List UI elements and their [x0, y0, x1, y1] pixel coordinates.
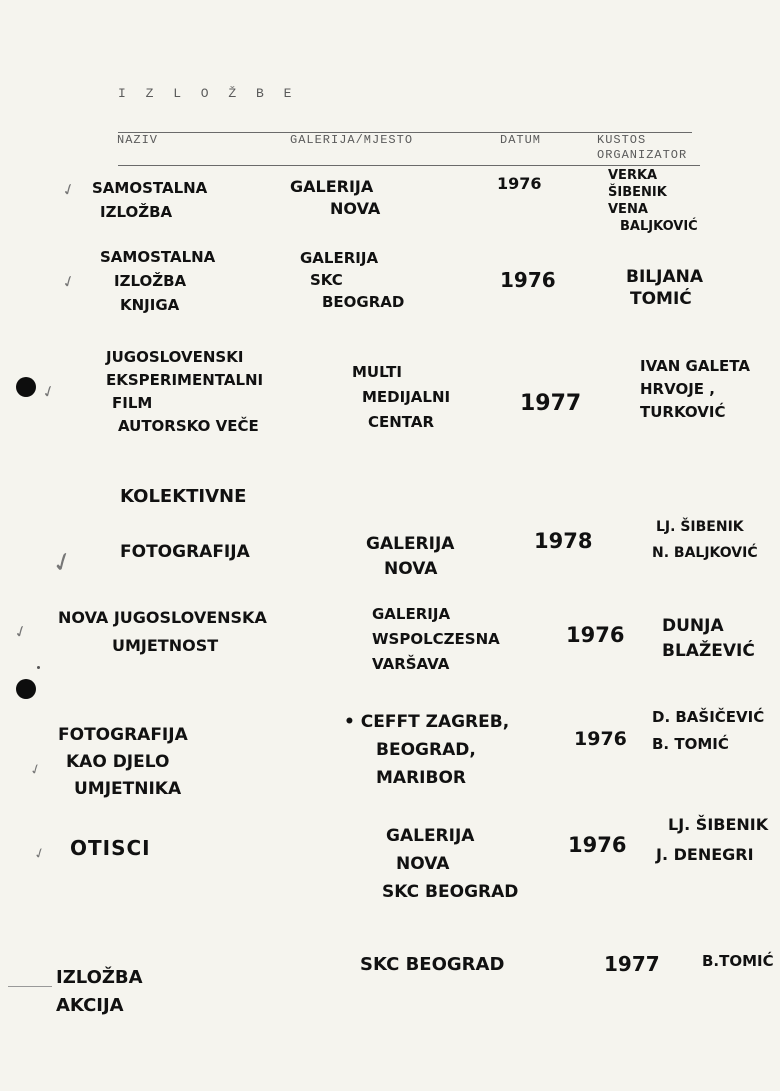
text-line: BEOGRAD, [376, 740, 476, 760]
text-line: B. TOMIĆ [652, 735, 729, 753]
text-line: NOVA [396, 854, 450, 874]
text-line: MULTI [352, 363, 402, 381]
entry-datum: 1976 [497, 174, 542, 193]
text-line: GALERIJA [386, 826, 475, 846]
entry-kustos: B.TOMIĆ [702, 952, 774, 970]
text-line: IZLOŽBA [56, 967, 143, 988]
text-line: KAO DJELO [66, 752, 170, 772]
checkmark-icon: ✓ [59, 270, 79, 293]
paper-speck [37, 666, 40, 669]
text-line: D. BAŠIČEVIĆ [652, 708, 765, 726]
text-line: UMJETNOST [112, 636, 219, 655]
text-line: NOVA [384, 559, 438, 579]
checkmark-icon: ✓ [31, 844, 49, 864]
text-line: HRVOJE , [640, 380, 715, 398]
text-line: VARŠAVA [372, 655, 450, 673]
text-line: J. DENEGRI [656, 845, 754, 864]
header-kustos [597, 133, 687, 163]
text-line: IZLOŽBA [100, 203, 173, 221]
entry-kustos [662, 614, 755, 664]
text-line: BEOGRAD [322, 293, 405, 311]
text-line: GALERIJA [372, 605, 451, 623]
entry-naziv [58, 604, 267, 660]
checkmark-icon: ✓ [47, 545, 79, 581]
checkmark-icon: ✓ [59, 178, 79, 201]
header-datum: DATUM [500, 133, 542, 147]
entry-galerija [344, 708, 509, 792]
text-line: TURKOVIĆ [640, 403, 726, 421]
text-line: AKCIJA [56, 995, 124, 1016]
entry-naziv: OTISCI [70, 836, 151, 860]
entry-datum: 1977 [604, 952, 660, 976]
entry-naziv [106, 346, 263, 438]
text-line: JUGOSLOVENSKI [106, 348, 244, 366]
entry-kustos [652, 704, 764, 758]
checkmark-icon: ✓ [27, 760, 45, 780]
text-line: UMJETNIKA [74, 779, 182, 799]
entry-kustos [656, 810, 768, 870]
text-line: • CEFFT ZAGREB, [344, 712, 510, 732]
text-line: EKSPERIMENTALNI [106, 371, 264, 389]
text-line: SAMOSTALNA [100, 248, 216, 266]
text-line: IVAN GALETA [640, 357, 750, 375]
entry-datum: 1976 [566, 623, 625, 647]
text-line: GALERIJA [366, 534, 455, 554]
entry-kustos [652, 514, 758, 566]
text-line: LJ. ŠIBENIK [668, 815, 769, 834]
text-line: GALERIJA [300, 249, 379, 267]
header-bottom-rule [118, 165, 700, 166]
entry-galerija [372, 602, 500, 677]
header-kustos-line: KUSTOS [597, 133, 647, 147]
checkmark-icon: ✓ [39, 380, 59, 403]
text-line: CENTAR [368, 413, 435, 431]
text-line: LJ. ŠIBENIK [656, 519, 744, 535]
text-line: MEDIJALNI [362, 388, 451, 406]
entry-datum: 1976 [500, 268, 556, 292]
text-line: TOMIĆ [630, 289, 692, 309]
entry-galerija [382, 822, 518, 906]
entry-galerija [352, 360, 450, 435]
entry-naziv [92, 176, 207, 224]
text-line: VENA [608, 202, 648, 217]
entry-naziv: FOTOGRAFIJA [120, 542, 250, 562]
checkmark-icon: ✓ [11, 620, 31, 643]
entry-kustos [626, 266, 703, 310]
margin-mark [8, 986, 52, 987]
header-galerija: GALERIJA/MJESTO [290, 133, 414, 147]
entry-kustos [608, 167, 698, 235]
entry-datum: 1978 [534, 529, 593, 553]
text-line: FILM [112, 394, 153, 412]
entry-kustos [640, 355, 750, 424]
entry-datum: 1976 [568, 833, 627, 857]
entry-galerija [290, 176, 380, 220]
entry-naziv [56, 964, 143, 1020]
text-line: DUNJA [662, 616, 724, 636]
entry-galerija [300, 247, 404, 313]
text-line: MARIBOR [376, 768, 466, 788]
text-line: KNJIGA [120, 296, 180, 314]
text-line: GALERIJA [290, 177, 374, 196]
text-line: FOTOGRAFIJA [58, 725, 188, 745]
page-title: I Z L O Ž B E [118, 86, 298, 101]
text-line: N. BALJKOVIĆ [652, 545, 758, 561]
entry-galerija [366, 532, 454, 582]
text-line: NOVA [330, 199, 381, 218]
text-line: IZLOŽBA [114, 272, 187, 290]
header-naziv: NAZIV [117, 133, 159, 147]
text-line: SKC BEOGRAD [382, 882, 519, 902]
text-line: SAMOSTALNA [92, 179, 208, 197]
entry-naziv [100, 245, 215, 317]
entry-datum: 1976 [574, 728, 627, 750]
text-line: WSPOLCZESNA [372, 630, 500, 648]
section-kolektivne: KOLEKTIVNE [120, 486, 247, 507]
text-line: VERKA [608, 168, 658, 183]
text-line: BALJKOVIĆ [620, 219, 698, 234]
entry-galerija: SKC BEOGRAD [360, 954, 505, 975]
text-line: BILJANA [626, 267, 703, 287]
text-line: NOVA JUGOSLOVENSKA [58, 608, 267, 627]
punch-hole [16, 679, 36, 699]
text-line: AUTORSKO VEČE [118, 417, 259, 435]
entry-datum: 1977 [520, 391, 582, 416]
text-line: BLAŽEVIĆ [662, 641, 755, 661]
header-kustos-line: ORGANIZATOR [597, 148, 688, 162]
punch-hole [16, 377, 36, 397]
text-line: ŠIBENIK [608, 185, 667, 200]
text-line: SKC [310, 271, 343, 289]
entry-naziv [58, 722, 188, 803]
